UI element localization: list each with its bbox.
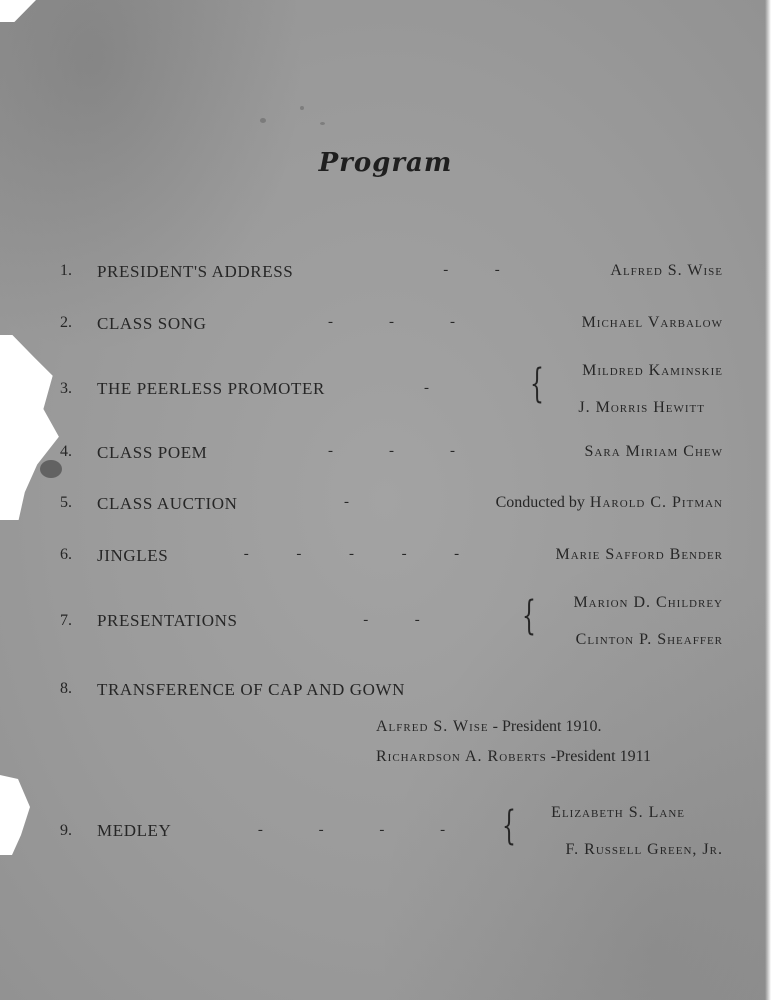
officer-name: Richardson A. Roberts <box>376 748 547 765</box>
ink-spot <box>320 122 325 125</box>
leader-dashes: - - - - <box>257 822 446 838</box>
item-number: 4. <box>60 443 72 460</box>
item-title: CLASS AUCTION <box>97 494 238 513</box>
performer-name: Mildred Kaminskie <box>582 362 723 379</box>
ink-spot <box>260 118 266 123</box>
officer-line <box>376 748 651 766</box>
officer-line <box>376 718 601 736</box>
officer-role: -President 1911 <box>550 748 651 765</box>
item-title: PRESENTATIONS <box>97 611 238 630</box>
item-number: 9. <box>60 822 72 839</box>
item-number: 5. <box>60 494 72 511</box>
item-number: 7. <box>60 612 72 629</box>
performer-name: F. Russell Green, Jr. <box>565 841 723 858</box>
program-item <box>60 494 723 554</box>
program-item <box>60 680 723 780</box>
performer-name: Michael Varbalow <box>581 314 723 331</box>
leader-dashes: - - <box>443 262 500 278</box>
item-title: JINGLES <box>97 546 169 565</box>
leader-dashes: - - - - - <box>243 546 460 562</box>
torn-edge-upper <box>0 335 62 520</box>
program-item <box>60 262 723 322</box>
ink-spot <box>300 106 304 110</box>
item-title: TRANSFERENCE OF CAP AND GOWN <box>97 680 406 699</box>
stain-mark <box>40 460 62 478</box>
performer-name <box>496 494 723 512</box>
performer-name: Marie Safford Bender <box>555 546 723 563</box>
performer-name: Clinton P. Sheaffer <box>575 631 723 648</box>
item-number: 8. <box>60 680 72 697</box>
performer-name: Alfred S. Wise <box>610 262 723 279</box>
item-title: THE PEERLESS PROMOTER <box>97 379 325 398</box>
officer-name: Alfred S. Wise <box>376 718 489 735</box>
brace-icon: { <box>530 361 544 407</box>
conductor-name: Harold C. Pitman <box>589 494 723 511</box>
conducted-by-text: Conducted by <box>495 494 585 511</box>
item-title: PRESIDENT'S ADDRESS <box>97 262 294 281</box>
page-title: Program <box>318 148 453 178</box>
leader-dashes: - - - <box>328 314 455 330</box>
item-number: 6. <box>60 546 72 563</box>
performer-name: J. Morris Hewitt <box>578 399 705 416</box>
item-number: 3. <box>60 380 72 397</box>
leader-dashes: - <box>424 380 429 396</box>
leader-dashes: - <box>344 494 349 510</box>
program-item <box>60 592 723 656</box>
brace-icon: { <box>502 803 516 849</box>
item-title: CLASS POEM <box>97 443 208 462</box>
item-title: CLASS SONG <box>97 314 207 333</box>
officer-role: - President 1910. <box>492 718 602 735</box>
torn-edge-lower <box>0 775 30 855</box>
brace-icon: { <box>522 593 536 639</box>
leader-dashes: - - - <box>328 443 455 459</box>
performer-name: Sara Miriam Chew <box>584 443 723 460</box>
item-title: MEDLEY <box>97 821 172 840</box>
torn-corner <box>0 0 36 22</box>
program-item <box>60 802 723 866</box>
leader-dashes: - - <box>363 612 420 628</box>
item-number: 1. <box>60 262 72 279</box>
performer-name: Elizabeth S. Lane <box>551 804 685 821</box>
item-number: 2. <box>60 314 72 331</box>
program-item <box>60 360 723 424</box>
performer-name: Marion D. Childrey <box>573 594 723 611</box>
